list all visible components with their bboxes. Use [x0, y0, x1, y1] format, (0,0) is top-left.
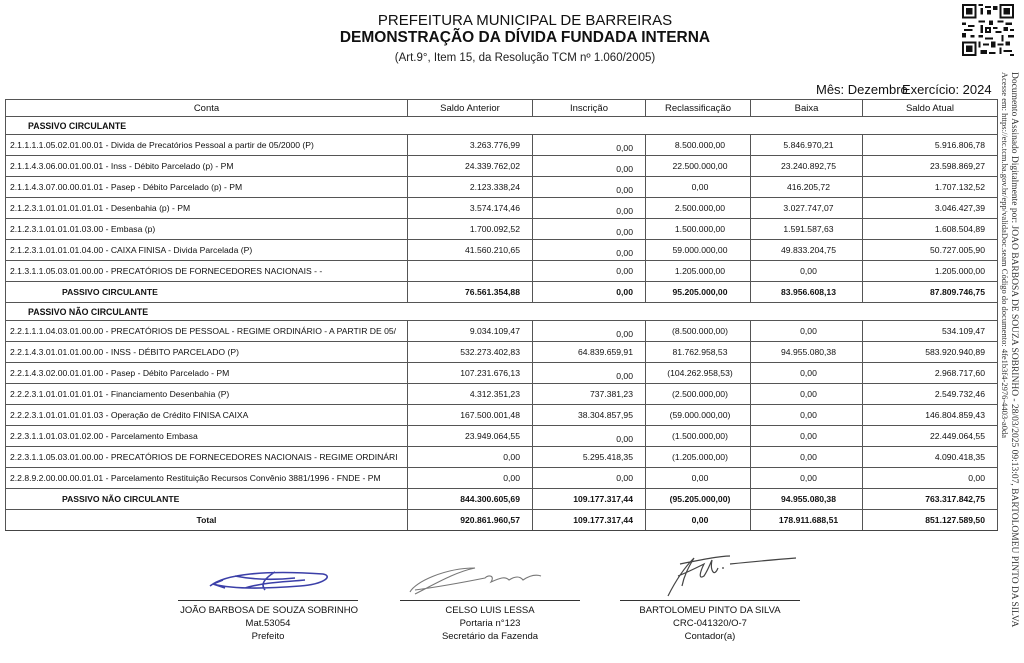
inscricao-cell: 0,00 — [533, 198, 646, 219]
saldo-anterior-cell: 4.312.351,23 — [408, 384, 533, 405]
saldo-atual-cell: 4.090.418,35 — [863, 447, 998, 468]
subtotal-value: (95.205.000,00) — [646, 489, 751, 510]
subtotal-value: 0,00 — [533, 282, 646, 303]
signer-name: JOÃO BARBOSA DE SOUZA SOBRINHO — [180, 605, 358, 616]
total-value: 0,00 — [646, 510, 751, 531]
saldo-atual-cell: 22.449.064,55 — [863, 426, 998, 447]
column-header-saldo-atual: Saldo Atual — [863, 100, 998, 117]
baixa-cell: 3.027.747,07 — [751, 198, 863, 219]
subtotal-value: 76.561.354,88 — [408, 282, 533, 303]
table-row — [6, 219, 998, 240]
reclassificacao-cell: 22.500.000,00 — [646, 156, 751, 177]
baixa-cell: 49.833.204,75 — [751, 240, 863, 261]
table-header-row — [6, 100, 998, 117]
inscricao-cell: 64.839.659,91 — [533, 342, 646, 363]
saldo-anterior-cell: 9.034.109,47 — [408, 321, 533, 342]
saldo-atual-cell: 2.549.732,46 — [863, 384, 998, 405]
account-cell: 2.1.1.1.1.05.02.01.00.01 - Divida de Precatórios Pessoal a partir de 05/2000 (P) — [6, 135, 408, 156]
baixa-cell: 0,00 — [751, 405, 863, 426]
baixa-cell: 23.240.892,75 — [751, 156, 863, 177]
section-spacer — [408, 303, 998, 321]
account-cell: 2.1.1.4.3.07.00.00.01.01 - Pasep - Débito Parcelado (p) - PM — [6, 177, 408, 198]
saldo-atual-cell: 50.727.005,90 — [863, 240, 998, 261]
column-header-saldo-anterior: Saldo Anterior — [408, 100, 533, 117]
inscricao-cell: 0,00 — [533, 261, 646, 282]
subtotal-value: 763.317.842,75 — [863, 489, 998, 510]
debt-table — [5, 99, 998, 531]
column-header-conta: Conta — [6, 100, 408, 117]
table-row — [6, 468, 998, 489]
signer-registration: Mat.53054 — [245, 618, 291, 629]
subtotal-value: 87.809.746,75 — [863, 282, 998, 303]
section-spacer — [408, 117, 998, 135]
subtotal-row — [6, 282, 998, 303]
baixa-cell: 0,00 — [751, 321, 863, 342]
section-title: PASSIVO CIRCULANTE — [6, 117, 408, 135]
inscricao-cell: 0,00 — [533, 426, 646, 447]
total-value: 109.177.317,44 — [533, 510, 646, 531]
column-header-reclassificacao: Reclassificação — [646, 100, 751, 117]
signature-block-contador — [620, 600, 800, 643]
total-label: Total — [6, 510, 408, 531]
account-cell: 2.1.1.4.3.06.00.01.00.01 - Inss - Débito Parcelado (p) - PM — [6, 156, 408, 177]
document-title: DEMONSTRAÇÃO DA DÍVIDA FUNDADA INTERNA — [339, 29, 711, 46]
saldo-anterior-cell: 2.123.338,24 — [408, 177, 533, 198]
reclassificacao-cell: (8.500.000,00) — [646, 321, 751, 342]
account-cell: 2.2.1.1.1.04.03.01.00.00 - PRECATÓRIOS DE PESSOAL - REGIME ORDINÁRIO - A PARTIR DE 05/ — [6, 321, 408, 342]
table-row — [6, 135, 998, 156]
signature-block-prefeito — [178, 600, 358, 643]
inscricao-cell: 0,00 — [533, 219, 646, 240]
account-cell: 2.2.8.9.2.00.00.00.01.01 - Parcelamento Restituição Recursos Convênio 3881/1996 - FNDE - PM — [6, 468, 408, 489]
section-header-row — [6, 303, 998, 321]
saldo-atual-cell: 0,00 — [863, 468, 998, 489]
total-value: 920.861.960,57 — [408, 510, 533, 531]
table-row — [6, 447, 998, 468]
baixa-cell: 0,00 — [751, 363, 863, 384]
signature-line — [400, 600, 580, 601]
subtotal-value: 94.955.080,38 — [751, 489, 863, 510]
saldo-atual-cell: 1.205.000,00 — [863, 261, 998, 282]
qr-code-icon — [962, 4, 1014, 56]
signer-role: Secretário da Fazenda — [441, 631, 539, 642]
signer-registration: CRC-041320/O-7 — [673, 618, 747, 629]
baixa-cell: 5.846.970,21 — [751, 135, 863, 156]
saldo-anterior-cell: 0,00 — [408, 468, 533, 489]
signature-scribble-prefeito — [205, 566, 335, 596]
inscricao-cell: 0,00 — [533, 156, 646, 177]
table-row — [6, 384, 998, 405]
reclassificacao-cell: 0,00 — [646, 468, 751, 489]
saldo-anterior-cell: 23.949.064,55 — [408, 426, 533, 447]
table-row — [6, 177, 998, 198]
signature-line — [178, 600, 358, 601]
saldo-anterior-cell: 167.500.001,48 — [408, 405, 533, 426]
reclassificacao-cell: (2.500.000,00) — [646, 384, 751, 405]
account-cell: 2.2.1.4.3.02.00.01.01.00 - Pasep - Débito Parcelado - PM — [6, 363, 408, 384]
baixa-cell: 0,00 — [751, 468, 863, 489]
table-row — [6, 198, 998, 219]
total-row — [6, 510, 998, 531]
reclassificacao-cell: 81.762.958,53 — [646, 342, 751, 363]
reclassificacao-cell: 1.205.000,00 — [646, 261, 751, 282]
saldo-anterior-cell: 0,00 — [408, 447, 533, 468]
baixa-cell: 0,00 — [751, 384, 863, 405]
reclassificacao-cell: 2.500.000,00 — [646, 198, 751, 219]
subtotal-row — [6, 489, 998, 510]
reclassificacao-cell: (104.262.958,53) — [646, 363, 751, 384]
table-row — [6, 240, 998, 261]
table-row — [6, 363, 998, 384]
subtotal-value: 109.177.317,44 — [533, 489, 646, 510]
saldo-atual-cell: 146.804.859,43 — [863, 405, 998, 426]
stamp-line-2: Acesse em: https://etc.tcm.ba.gov.br/epp/validaDoc.seam Código do documento: 4fe1b3f4-2976-4403-a0da — [1000, 72, 1010, 439]
subtotal-label: PASSIVO CIRCULANTE — [6, 282, 408, 303]
account-cell: 2.2.3.1.1.01.03.01.02.00 - Parcelamento Embasa — [6, 426, 408, 447]
table-row — [6, 342, 998, 363]
saldo-atual-cell: 5.916.806,78 — [863, 135, 998, 156]
baixa-cell: 94.955.080,38 — [751, 342, 863, 363]
saldo-anterior-cell: 1.700.092,52 — [408, 219, 533, 240]
saldo-anterior-cell: 24.339.762,02 — [408, 156, 533, 177]
inscricao-cell: 0,00 — [533, 363, 646, 384]
signature-scribble-contador — [660, 550, 800, 598]
saldo-atual-cell: 1.608.504,89 — [863, 219, 998, 240]
org-name: PREFEITURA MUNICIPAL DE BARREIRAS — [377, 12, 673, 29]
saldo-anterior-cell: 3.574.174,46 — [408, 198, 533, 219]
inscricao-cell: 737.381,23 — [533, 384, 646, 405]
signer-name: CELSO LUIS LESSA — [445, 605, 535, 616]
signature-block-secretario — [400, 600, 580, 643]
period-year: Exercício: 2024 — [902, 82, 992, 97]
inscricao-cell: 38.304.857,95 — [533, 405, 646, 426]
saldo-atual-cell: 534.109,47 — [863, 321, 998, 342]
signature-scribble-secretario — [405, 562, 550, 598]
account-cell: 2.1.2.3.1.01.01.01.01.01 - Desenbahia (p) - PM — [6, 198, 408, 219]
saldo-atual-cell: 1.707.132,52 — [863, 177, 998, 198]
signature-line — [620, 600, 800, 601]
saldo-anterior-cell — [408, 261, 533, 282]
subtotal-label: PASSIVO NÃO CIRCULANTE — [6, 489, 408, 510]
saldo-atual-cell: 2.968.717,60 — [863, 363, 998, 384]
table-row — [6, 261, 998, 282]
total-value: 178.911.688,51 — [751, 510, 863, 531]
inscricao-cell: 0,00 — [533, 135, 646, 156]
account-cell: 2.2.2.3.1.01.01.01.01.03 - Operação de Crédito FINISA CAIXA — [6, 405, 408, 426]
baixa-cell: 0,00 — [751, 426, 863, 447]
inscricao-cell: 0,00 — [533, 177, 646, 198]
account-cell: 2.1.2.3.1.01.01.01.03.00 - Embasa (p) — [6, 219, 408, 240]
section-header-row — [6, 117, 998, 135]
account-cell: 2.2.3.1.1.05.03.01.00.00 - PRECATÓRIOS DE FORNECEDORES NACIONAIS - REGIME ORDINÁRI — [6, 447, 408, 468]
account-cell: 2.2.2.3.1.01.01.01.01.01 - Financiamento Desenbahia (P) — [6, 384, 408, 405]
account-cell: 2.1.3.1.1.05.03.01.00.00 - PRECATÓRIOS DE FORNECEDORES NACIONAIS - - — [6, 261, 408, 282]
column-header-baixa: Baixa — [751, 100, 863, 117]
baixa-cell: 1.591.587,63 — [751, 219, 863, 240]
document-header — [300, 12, 750, 66]
saldo-anterior-cell: 41.560.210,65 — [408, 240, 533, 261]
total-value: 851.127.589,50 — [863, 510, 998, 531]
reclassificacao-cell: (1.205.000,00) — [646, 447, 751, 468]
inscricao-cell: 0,00 — [533, 468, 646, 489]
saldo-anterior-cell: 107.231.676,13 — [408, 363, 533, 384]
saldo-atual-cell: 583.920.940,89 — [863, 342, 998, 363]
account-cell: 2.2.1.4.3.01.01.01.00.00 - INSS - DÉBITO PARCELADO (P) — [6, 342, 408, 363]
signer-registration: Portaria n°123 — [459, 618, 521, 629]
stamp-line-1: Documento Assinado Digitalmente por: JOAO BARBOSA DE SOUZA SOBRINHO - 28/03/2025 09:13:07, BARTOLOMEU PINTO DA SILVA — [1009, 72, 1019, 628]
table-row — [6, 156, 998, 177]
section-title: PASSIVO NÃO CIRCULANTE — [6, 303, 408, 321]
baixa-cell: 0,00 — [751, 261, 863, 282]
reclassificacao-cell: 1.500.000,00 — [646, 219, 751, 240]
subtotal-value: 844.300.605,69 — [408, 489, 533, 510]
subtotal-value: 83.956.608,13 — [751, 282, 863, 303]
saldo-anterior-cell: 532.273.402,83 — [408, 342, 533, 363]
period-month: Mês: Dezembro — [816, 82, 908, 97]
saldo-atual-cell: 23.598.869,27 — [863, 156, 998, 177]
saldo-anterior-cell: 3.263.776,99 — [408, 135, 533, 156]
reclassificacao-cell: 59.000.000,00 — [646, 240, 751, 261]
signer-role: Prefeito — [251, 631, 285, 642]
inscricao-cell: 0,00 — [533, 240, 646, 261]
table-row — [6, 405, 998, 426]
baixa-cell: 416.205,72 — [751, 177, 863, 198]
table-row — [6, 321, 998, 342]
account-cell: 2.1.2.3.1.01.01.01.04.00 - CAIXA FINISA - Divida Parcelada (P) — [6, 240, 408, 261]
reclassificacao-cell: (1.500.000,00) — [646, 426, 751, 447]
reclassificacao-cell: 8.500.000,00 — [646, 135, 751, 156]
document-subtitle: (Art.9°, Item 15, da Resolução TCM nº 1.060/2005) — [394, 52, 656, 64]
saldo-atual-cell: 3.046.427,39 — [863, 198, 998, 219]
signer-name: BARTOLOMEU PINTO DA SILVA — [639, 605, 781, 616]
column-header-inscricao: Inscrição — [533, 100, 646, 117]
inscricao-cell: 5.295.418,35 — [533, 447, 646, 468]
subtotal-value: 95.205.000,00 — [646, 282, 751, 303]
signer-role: Contador(a) — [684, 631, 736, 642]
reclassificacao-cell: 0,00 — [646, 177, 751, 198]
digital-signature-stamp — [1000, 72, 1022, 662]
table-row — [6, 426, 998, 447]
reclassificacao-cell: (59.000.000,00) — [646, 405, 751, 426]
inscricao-cell: 0,00 — [533, 321, 646, 342]
baixa-cell: 0,00 — [751, 447, 863, 468]
